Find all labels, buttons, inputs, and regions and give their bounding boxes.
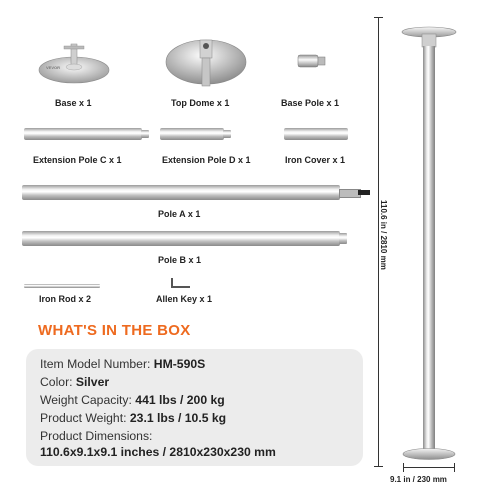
base-image (38, 40, 110, 84)
width-dimension-line (403, 467, 455, 468)
base-label: Base x 1 (55, 98, 92, 108)
spec-value: HM-590S (153, 357, 206, 371)
extension-pole-c-image (24, 128, 142, 140)
spec-key: Product Weight: (40, 411, 127, 425)
iron-rod-image (24, 284, 100, 288)
section-title: WHAT'S IN THE BOX (38, 322, 191, 339)
spec-value: 23.1 lbs / 10.5 kg (129, 411, 227, 425)
top-dome-label: Top Dome x 1 (171, 98, 230, 108)
spec-row (40, 375, 109, 389)
height-dimension-tick-bottom (374, 466, 383, 467)
assembled-pole-shaft (423, 46, 435, 452)
pole-a-label: Pole A x 1 (158, 209, 201, 219)
spec-key: Product Dimensions: (40, 429, 153, 443)
extension-pole-d-image (160, 128, 224, 140)
spec-panel (26, 349, 363, 466)
height-dimension-tick-top (374, 17, 383, 18)
base-pole-label: Base Pole x 1 (281, 98, 340, 108)
base-brand-text: VEVOR (46, 65, 61, 70)
spec-value: 441 lbs / 200 kg (135, 393, 225, 407)
pole-b-label: Pole B x 1 (158, 255, 202, 265)
height-dimension-text: 110.6 in / 2810 mm (379, 200, 388, 270)
extension-pole-d-end (223, 130, 231, 138)
pole-b-end (339, 233, 347, 244)
spec-row (40, 411, 226, 425)
spec-row (40, 393, 225, 407)
extension-pole-c-label: Extension Pole C x 1 (33, 155, 122, 165)
pole-b-image (22, 231, 340, 246)
spec-key: Weight Capacity: (40, 393, 132, 407)
spec-value: 110.6x9.1x9.1 inches / 2810x230x230 mm (40, 445, 276, 459)
pole-a-tip (358, 190, 370, 195)
allen-key-label: Allen Key x 1 (156, 294, 213, 304)
width-dimension-tick-left (403, 463, 404, 472)
spec-key: Color: (40, 375, 73, 389)
iron-cover-label: Iron Cover x 1 (285, 155, 346, 165)
assembled-pole-base (402, 446, 456, 460)
pole-a-image (22, 185, 340, 200)
extension-pole-c-end (141, 130, 149, 138)
allen-key-image (170, 276, 192, 290)
base-pole-image (297, 53, 327, 69)
assembled-pole-top-dome (401, 26, 457, 48)
spec-row (40, 445, 276, 459)
spec-row (40, 357, 205, 371)
iron-rod-label: Iron Rod x 2 (39, 294, 92, 304)
width-dimension-tick-right (454, 463, 455, 472)
spec-key: Item Model Number: (40, 357, 151, 371)
spec-row (40, 429, 152, 443)
width-dimension-text: 9.1 in / 230 mm (390, 475, 447, 484)
top-dome-image (165, 38, 247, 88)
iron-cover-image (284, 128, 348, 140)
spec-value: Silver (75, 375, 110, 389)
extension-pole-d-label: Extension Pole D x 1 (162, 155, 251, 165)
